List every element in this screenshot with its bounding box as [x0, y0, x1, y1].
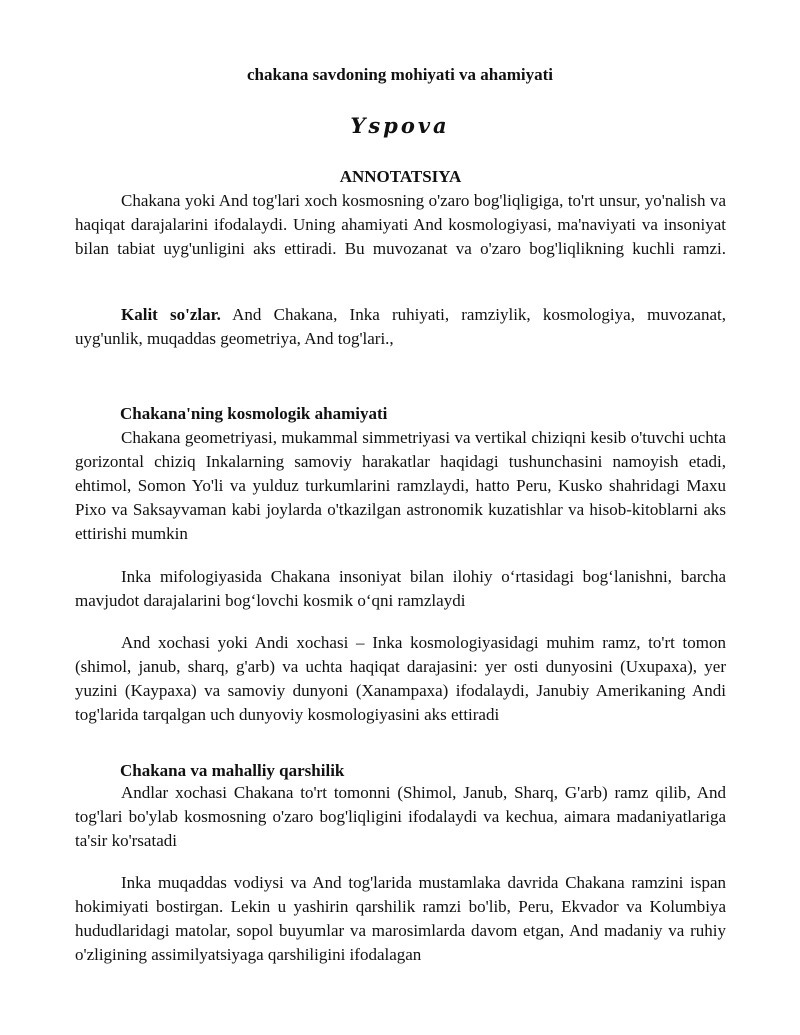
author-name: Yspova	[350, 113, 450, 138]
keywords-text: And Chakana, Inka ruhiyati, ramziylik, kosmologiya, muvozanat, uyg'unlik, muqaddas geometriya, And tog'lari.,	[75, 305, 726, 348]
body-paragraph: And xochasi yoki Andi xochasi – Inka kosmologiyasidagi muhim ramz, to'rt tomon (shimol, janub, sharq, g'arb) va uchta haqiqat darajasini: yer osti dunyosini (Uxupaxa), yer yuzini (Kaypaxa) va samoviy dunyoni (Xanampaxa) ifodalaydi, Janubiy Amerikaning Andi tog'larida tarqalgan uch dunyoviy kosmologiyasini aks ettiradi	[75, 633, 726, 724]
body-paragraph: Chakana geometriyasi, mukammal simmetriyasi va vertikal chiziqni kesib o'tuvchi uchta gorizontal chiziq Inkalarning samoviy harakatlar haqidagi tushunchasini namoyish etadi, ehtimol, Somon Yo'li va yulduz turkumlarini ramzlaydi, hatto Peru, Kusko shahridagi Maxu Pixo va Saksayvaman kabi joylarda o'tkazilgan astronomik kuzatishlar va hisob-kitoblarni aks ettirishi mumkin	[75, 428, 726, 543]
section-heading: Chakana va mahalliy qarshilik	[120, 761, 345, 780]
keywords-paragraph	[75, 303, 726, 351]
section-heading: Chakana'ning kosmologik ahamiyati	[120, 404, 388, 423]
annotation-text: Chakana yoki And tog'lari xoch kosmosning o'zaro bog'liqligiga, to'rt unsur, yo'nalish va haqiqat darajalarini ifodalaydi. Uning ahamiyati And kosmologiyasi, ma'naviyati va insoniyat bilan tabiat uyg'unligini aks ettiradi. Bu muvozanat va o'zaro bog'liqlikning kuchli ramzi.	[75, 191, 726, 258]
body-paragraph: Inka muqaddas vodiysi va And tog'larida mustamlaka davrida Chakana ramzini ispan hokimiyati bostirgan. Lekin u yashirin qarshilik ramzi bo'lib, Peru, Ekvador va Kolumbiya hududlaridagi matolar, sopol buyumlar va marosimlarda davom etgan, And madaniy va ruhiy o'zligining assimilyatsiyaga qarshiligini ifodalagan	[75, 873, 726, 964]
keywords-label: Kalit so'zlar.	[121, 305, 221, 324]
body-paragraph: Andlar xochasi Chakana to'rt tomonni (Shimol, Janub, Sharq, G'arb) ramz qilib, And tog'lari bo'ylab kosmosning o'zaro bog'liqligini ifodalaydi va kechua, aimara madaniyatlariga ta'sir ko'rsatadi	[75, 783, 726, 850]
body-paragraph: Inka mifologiyasida Chakana insoniyat bilan ilohiy o‘rtasidagi bog‘lanishni, barcha mavjudot darajalarini bog‘lovchi kosmik o‘qni ramzlaydi	[75, 567, 726, 610]
document-title: chakana savdoning mohiyati va ahamiyati	[246, 65, 554, 84]
annotation-heading: ANNOTATSIYA	[339, 167, 462, 186]
